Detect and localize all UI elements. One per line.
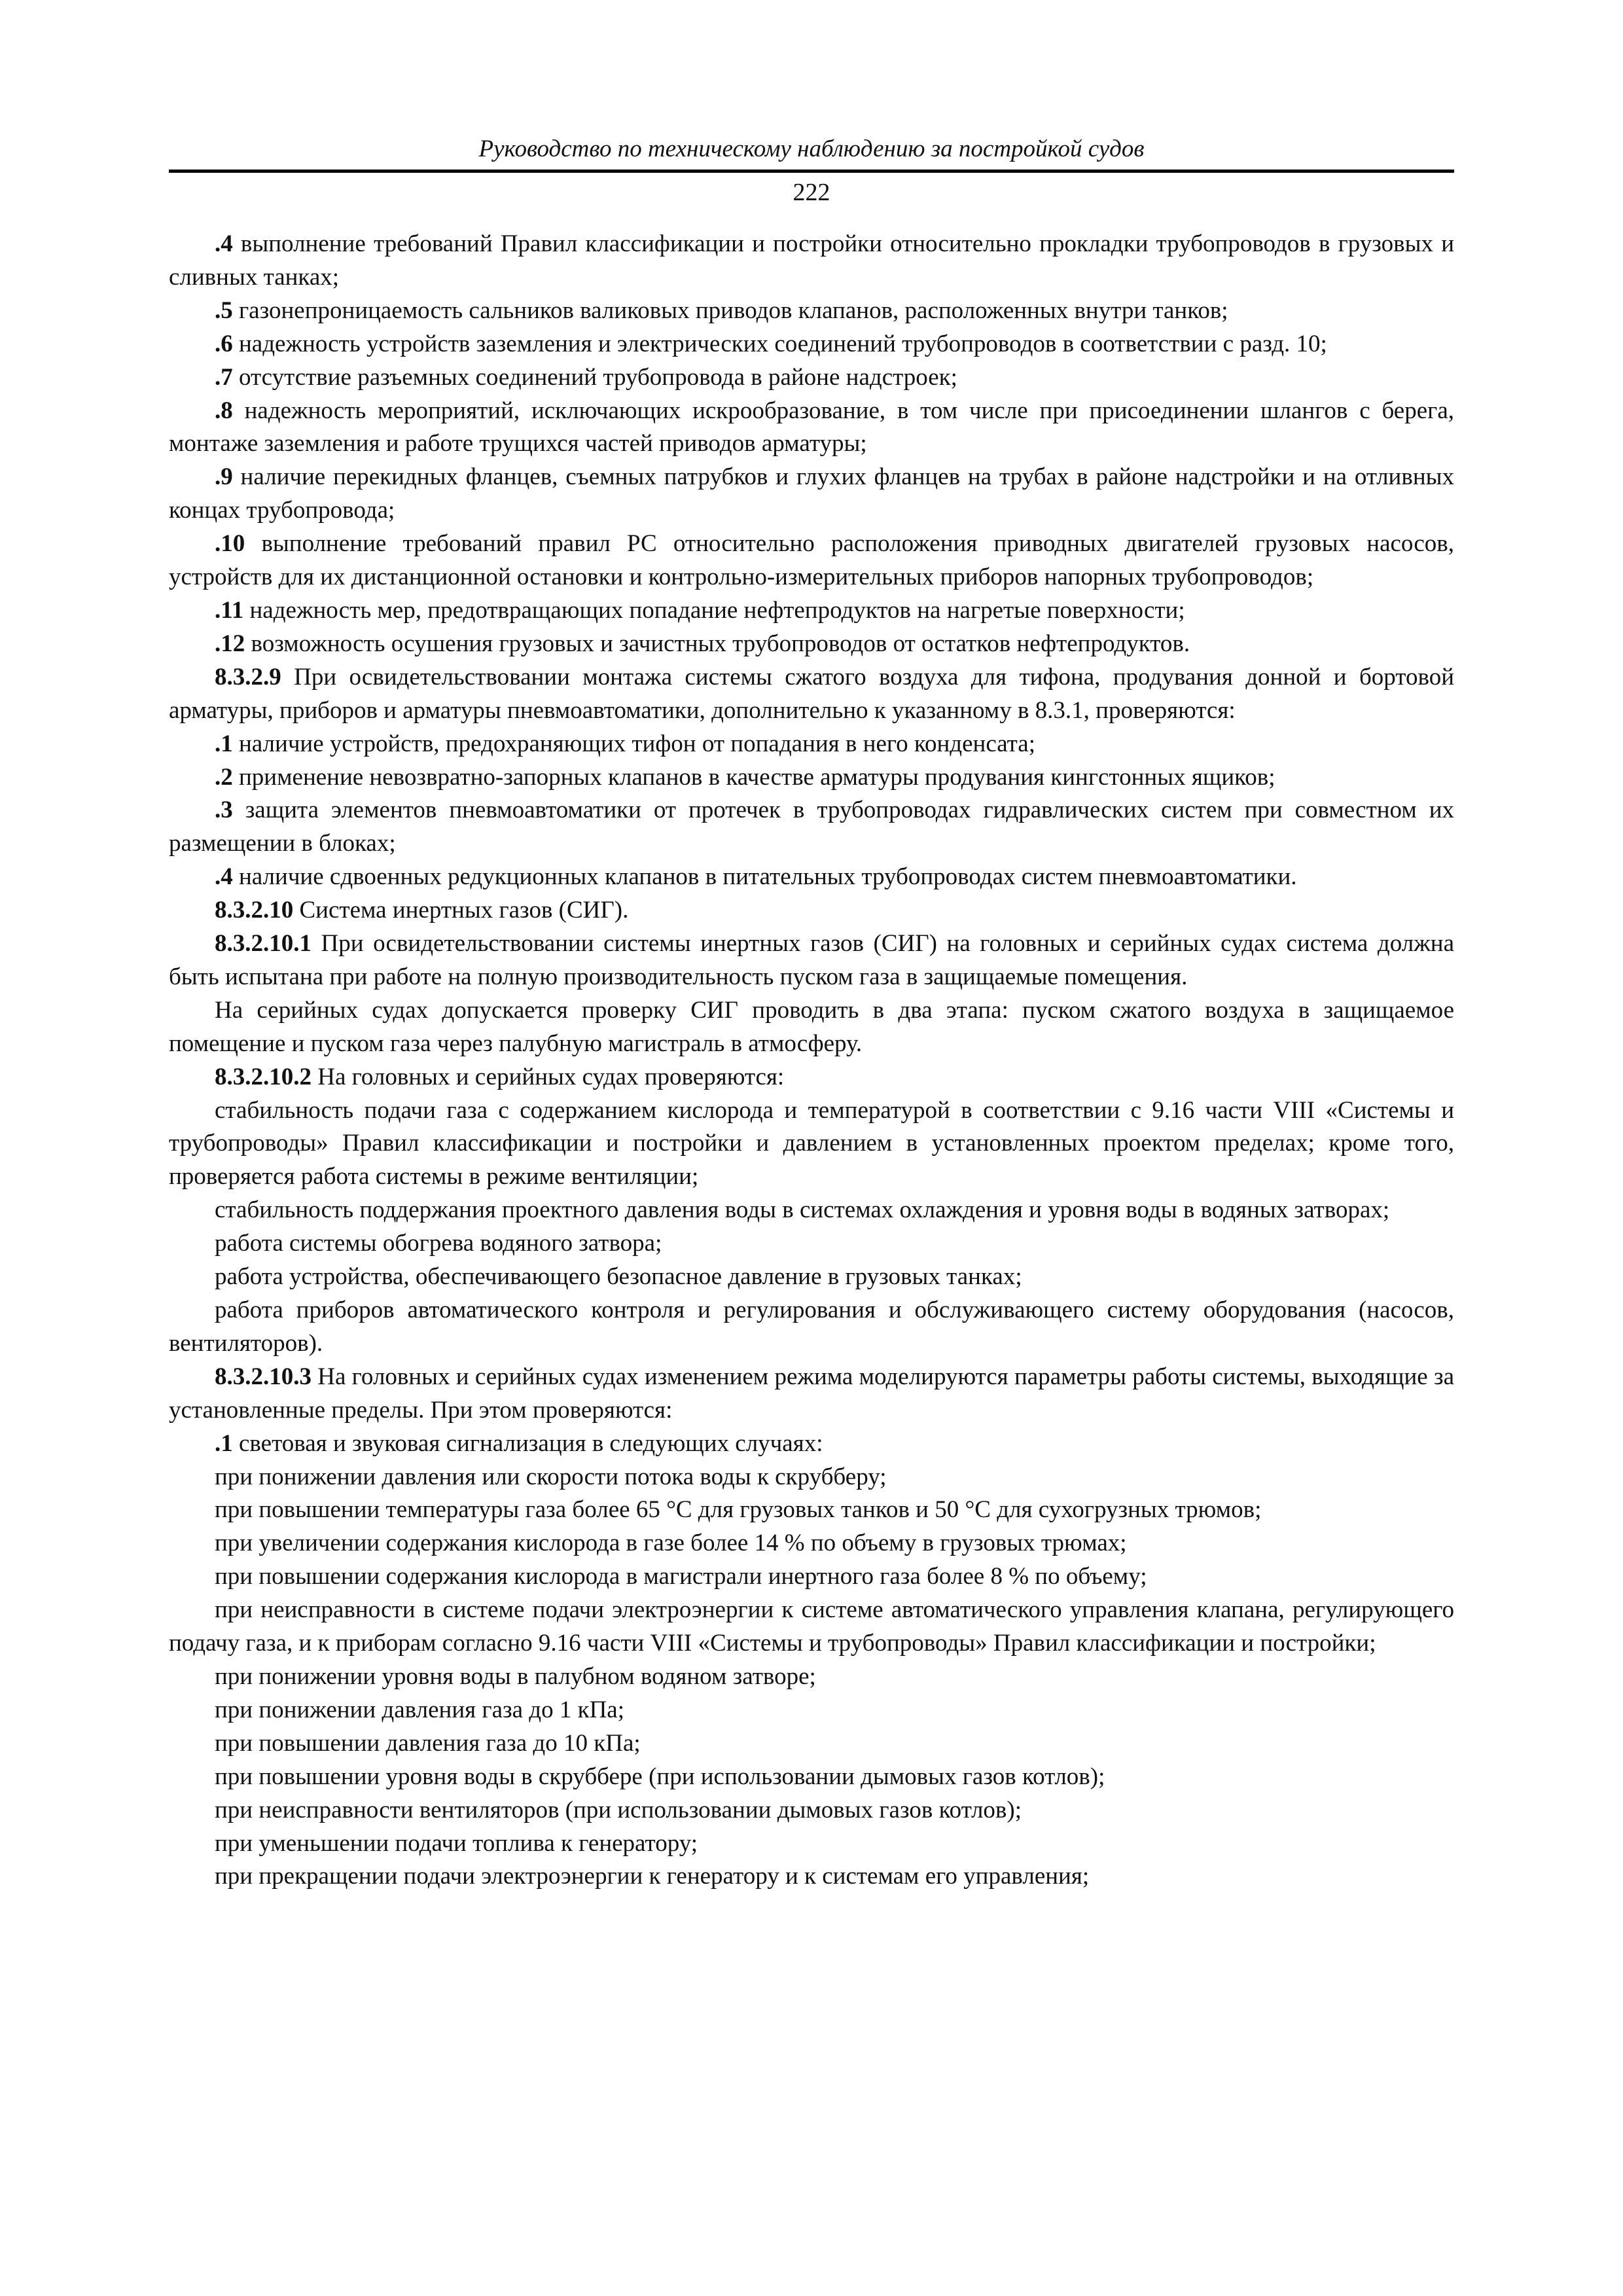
paragraph-text: при увеличении содержания кислорода в газе более 14 % по объему в грузовых трюмах; [215,1530,1127,1557]
paragraph [169,1594,1454,1660]
paragraph [169,295,1454,328]
paragraph [169,1461,1454,1494]
paragraph-text: работа устройства, обеспечивающего безопасное давление в грузовых танках; [215,1263,1022,1291]
item-number: 8.3.2.10 [215,897,294,924]
paragraph [169,1860,1454,1893]
item-number: .5 [215,296,233,324]
paragraph-text: газонепроницаемость сальников валиковых приводов клапанов, расположенных внутри танков; [232,296,1228,324]
paragraph [169,1194,1454,1227]
paragraph [169,1094,1454,1194]
paragraph-text: при неисправности в системе подачи электроэнергии к системе автоматического управления клапана, регулирующего подачу газа, и к приборам согласно 9.16 части VIII «Системы и трубопроводы» Правил классификации и постройки; [169,1596,1454,1657]
item-number: 8.3.2.10.2 [215,1063,312,1090]
item-number: .10 [215,530,245,558]
paragraph [169,761,1454,795]
paragraph [169,728,1454,761]
paragraph [169,461,1454,528]
item-number: .7 [215,363,233,391]
paragraph [169,1560,1454,1594]
paragraph-text: При освидетельствовании системы инертных газов (СИГ) на головных и серийных судах система должна быть испытана при работе на полную производительность пуском газа в защищаемые помещения. [169,930,1454,990]
paragraph [169,1694,1454,1727]
item-number: .11 [215,596,244,624]
item-number: .3 [215,797,233,824]
item-number: .12 [215,630,245,657]
paragraph [169,1294,1454,1361]
paragraph-text: световая и звуковая сигнализация в следующих случаях: [232,1429,823,1457]
item-number: .2 [215,763,233,791]
paragraph-text: При освидетельствовании монтажа системы сжатого воздуха для тифона, продувания донной и бортовой арматуры, приборов и арматуры пневмоавтоматики, дополнительно к указанному в 8.3.1, проверяются: [169,663,1454,724]
running-title: Руководство по техническому наблюдению за постройкой судов [478,135,1145,162]
item-number: .9 [215,463,233,491]
paragraph-text: при повышении содержания кислорода в магистрали инертного газа более 8 % по объему; [215,1563,1147,1590]
paragraph [169,1427,1454,1461]
body-text [169,228,1454,1893]
paragraph [169,927,1454,994]
paragraph-text: наличие перекидных фланцев, съемных патрубков и глухих фланцев на трубах в районе надстройки и на отливных концах трубопровода; [169,463,1454,524]
item-number: .4 [215,863,233,891]
paragraph-text: наличие сдвоенных редукционных клапанов в питательных трубопроводах систем пневмоавтоматики. [232,863,1297,891]
paragraph-text: наличие устройств, предохраняющих тифон от попадания в него конденсата; [232,730,1035,757]
paragraph-text: возможность осушения грузовых и зачистных трубопроводов от остатков нефтепродуктов. [245,630,1190,657]
paragraph-text: Система инертных газов (СИГ). [293,897,629,924]
paragraph-text: при уменьшении подачи топлива к генератору; [215,1829,698,1857]
paragraph [169,228,1454,295]
paragraph [169,1727,1454,1761]
paragraph-text: при повышении уровня воды в скруббере (при использовании дымовых газов котлов); [215,1763,1105,1790]
paragraph-text: при повышении давления газа до 10 кПа; [215,1729,641,1757]
paragraph-text: при повышении температуры газа более 65 °С для грузовых танков и 50 °С для сухогрузных трюмов; [215,1496,1262,1524]
item-number: .4 [215,230,233,257]
item-number: 8.3.2.10.1 [215,930,312,958]
paragraph [169,1361,1454,1427]
paragraph-text: На серийных судах допускается проверку СИГ проводить в два этапа: пуском сжатого воздуха в защищаемое помещение и пуском газа через палубную магистраль в атмосферу. [169,996,1454,1057]
paragraph [169,528,1454,594]
document-page [169,134,1454,1893]
paragraph-text: надежность мер, предотвращающих попадание нефтепродуктов на нагретые поверхности; [243,596,1185,624]
paragraph [169,361,1454,395]
paragraph-text: стабильность поддержания проектного давления воды в системах охлаждения и уровня воды в водяных затворах; [215,1196,1390,1224]
paragraph-text: применение невозвратно-запорных клапанов в качестве арматуры продувания кингстонных ящиков; [232,763,1275,791]
paragraph [169,1527,1454,1560]
paragraph [169,1494,1454,1527]
item-number: 8.3.2.9 [215,663,281,691]
item-number: .1 [215,1429,233,1457]
paragraph-text: На головных и серийных судах изменением режима моделируются параметры работы системы, выходящие за установленные пределы. При этом проверяются: [169,1363,1454,1424]
paragraph-text: при неисправности вентиляторов (при использовании дымовых газов котлов); [215,1796,1022,1823]
paragraph-text: надежность устройств заземления и электрических соединений трубопроводов в соответствии с разд. 10; [232,330,1327,357]
paragraph-text: стабильность подачи газа с содержанием кислорода и температурой в соответствии с 9.16 части VIII «Системы и трубопроводы» Правил классификации и постройки и давлением в установленных проектом пределах; кроме того, проверяется работа системы в режиме вентиляции; [169,1096,1454,1191]
page-number: 222 [793,179,830,206]
paragraph-text: при понижении уровня воды в палубном водяном затворе; [215,1662,816,1690]
paragraph [169,661,1454,728]
paragraph-text: надежность мероприятий, исключающих искрообразование, в том числе при присоединении шлангов с берега, монтаже заземления и работе трущихся частей приводов арматуры; [169,397,1454,457]
paragraph [169,1827,1454,1861]
paragraph [169,994,1454,1061]
paragraph-text: выполнение требований правил РС относительно расположения приводных двигателей грузовых насосов, устройств для их дистанционной остановки и контрольно-измерительных приборов напорных трубопроводов; [169,530,1454,591]
paragraph-text: защита элементов пневмоавтоматики от протечек в трубопроводах гидравлических систем при совместном их размещении в блоках; [169,797,1454,857]
paragraph [169,894,1454,927]
paragraph-text: работа приборов автоматического контроля и регулирования и обслуживающего систему оборудования (насосов, вентиляторов). [169,1297,1454,1357]
paragraph [169,395,1454,461]
paragraph [169,1660,1454,1694]
header-rule [169,170,1454,173]
item-number: .1 [215,730,233,757]
paragraph-text: На головных и серийных судах проверяются: [312,1063,785,1090]
paragraph [169,328,1454,361]
paragraph [169,628,1454,661]
paragraph-text: отсутствие разъемных соединений трубопровода в районе надстроек; [232,363,957,391]
paragraph-text: работа системы обогрева водяного затвора; [215,1230,662,1257]
paragraph [169,794,1454,861]
paragraph [169,861,1454,894]
item-number: .6 [215,330,233,357]
paragraph-text: при понижении давления или скорости потока воды к скрубберу; [215,1463,887,1490]
paragraph [169,1061,1454,1094]
paragraph-text: при прекращении подачи электроэнергии к генератору и к системам его управления; [215,1863,1090,1890]
paragraph-text: при понижении давления газа до 1 кПа; [215,1696,625,1723]
paragraph [169,1261,1454,1294]
paragraph [169,1761,1454,1794]
paragraph [169,1794,1454,1827]
paragraph-text: выполнение требований Правил классификации и постройки относительно прокладки трубопроводов в грузовых и сливных танках; [169,230,1454,291]
item-number: 8.3.2.10.3 [215,1363,312,1390]
paragraph [169,1227,1454,1261]
paragraph [169,594,1454,628]
item-number: .8 [215,397,233,424]
